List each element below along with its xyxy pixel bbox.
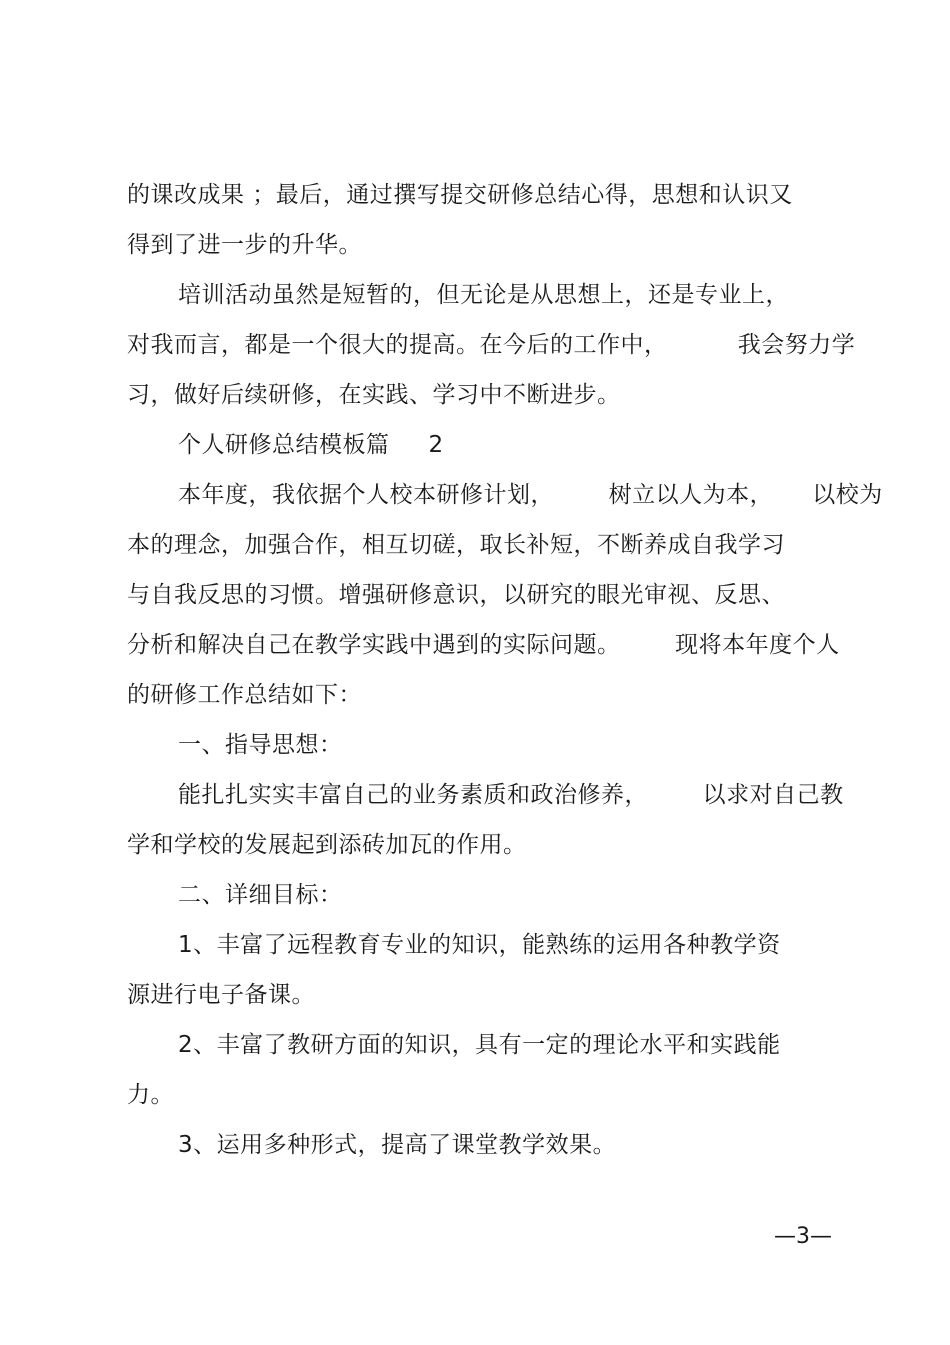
list-item: 2、丰富了教研方面的知识，具有一定的理论水平和实践能 [178,1032,781,1058]
text-line: 得到了进一步的升华。 [127,232,362,258]
text-line: 能扎扎实实丰富自己的业务素质和政治修养， 以求对自己教 [178,782,844,808]
text-line: 本的理念，加强合作，相互切磋，取长补短，不断养成自我学习 [127,532,785,558]
text-line: 分析和解决自己在教学实践中遇到的实际问题。 现将本年度个人 [127,632,840,658]
text-line: 与自我反思的习惯。增强研修意识，以研究的眼光审视、反思、 [127,582,785,608]
text-line: 的研修工作总结如下： [127,682,362,708]
text-line: 力。 [127,1082,174,1108]
section-heading: 二、详细目标： [178,882,343,908]
text-line: 的课改成果 ；最后，通过撰写提交研修总结心得，思想和认识又 [127,182,793,208]
list-item: 1、丰富了远程教育专业的知识，能熟练的运用各种教学资 [178,932,781,958]
text-line: 培训活动虽然是短暂的，但无论是从思想上，还是专业上， [178,282,789,308]
list-item: 3、运用多种形式，提高了课堂教学效果。 [178,1132,617,1158]
text-line: 习，做好后续研修，在实践、学习中不断进步。 [127,382,621,408]
section-heading: 个人研修总结模板篇 2 [178,432,444,458]
section-heading: 一、指导思想： [178,732,343,758]
page-number: —3— [774,1224,832,1249]
text-line: 对我而言，都是一个很大的提高。在今后的工作中， 我会努力学 [127,332,856,358]
text-line: 本年度，我依据个人校本研修计划， 树立以人为本， 以校为 [178,482,883,508]
text-line: 源进行电子备课。 [127,982,315,1008]
text-line: 学和学校的发展起到添砖加瓦的作用。 [127,832,527,858]
